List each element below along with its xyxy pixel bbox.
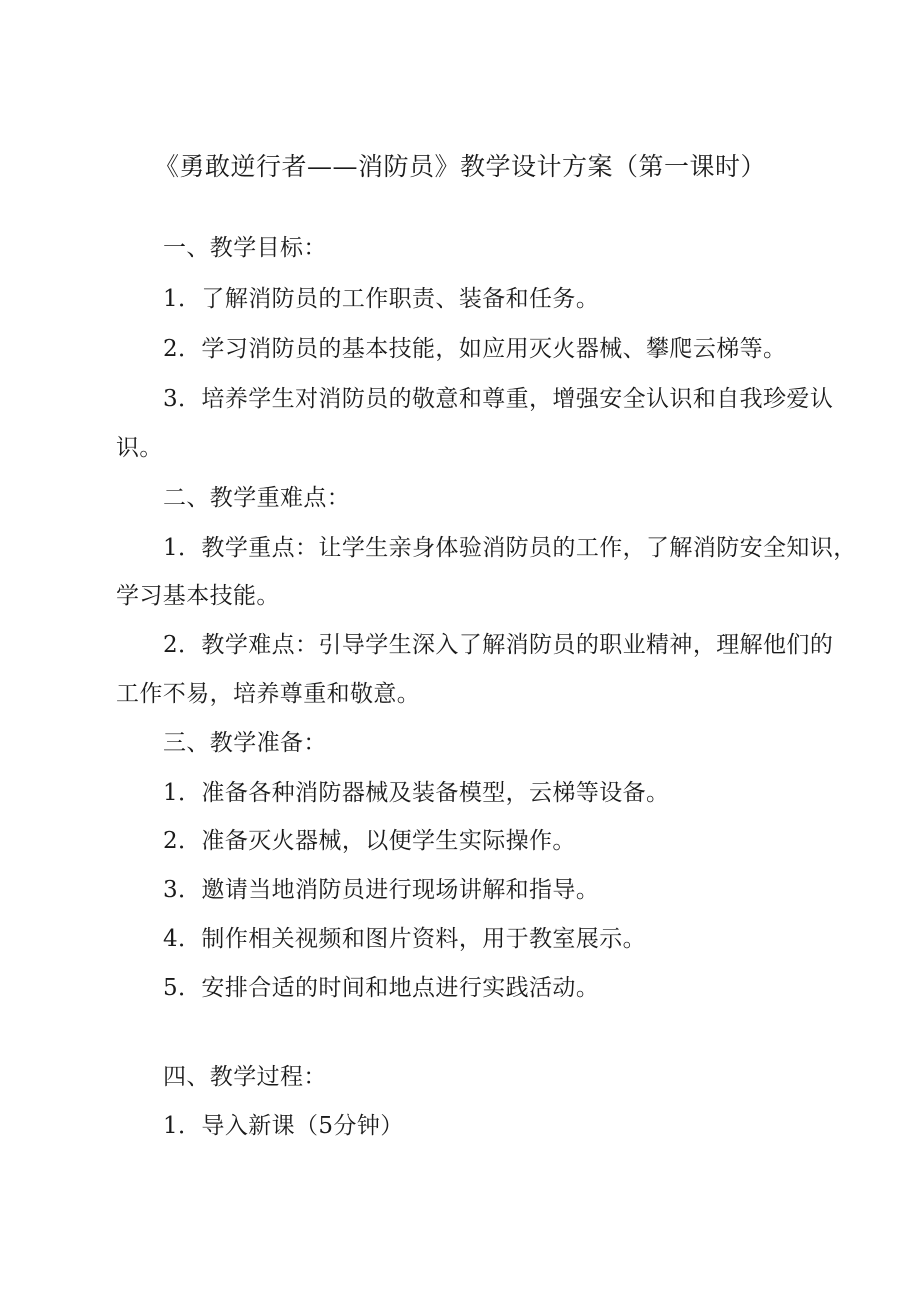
objective-item-1: 1．了解消防员的工作职责、装备和任务。 bbox=[163, 286, 600, 312]
key-point-item-2-line-2: 工作不易，培养尊重和敬意。 bbox=[116, 681, 421, 707]
objective-item-3-line-2: 识。 bbox=[116, 435, 163, 461]
section-heading-key-points: 二、教学重难点： bbox=[163, 485, 351, 511]
key-point-item-1-line-2: 学习基本技能。 bbox=[116, 583, 280, 609]
process-item-1: 1．导入新课（5分钟） bbox=[163, 1113, 404, 1139]
document-title: 《勇敢逆行者——消防员》教学设计方案（第一课时） bbox=[153, 152, 766, 181]
objective-item-3-line-1: 3．培养学生对消防员的敬意和尊重，增强安全认识和自我珍爱认 bbox=[163, 386, 834, 412]
preparation-item-3: 3．邀请当地消防员进行现场讲解和指导。 bbox=[163, 877, 600, 903]
key-point-item-1-line-1: 1．教学重点：让学生亲身体验消防员的工作，了解消防安全知识， bbox=[163, 535, 857, 561]
section-heading-objectives: 一、教学目标： bbox=[163, 235, 327, 261]
objective-item-2: 2．学习消防员的基本技能，如应用灭火器械、攀爬云梯等。 bbox=[163, 336, 787, 362]
key-point-item-2-line-1: 2．教学难点：引导学生深入了解消防员的职业精神，理解他们的 bbox=[163, 632, 834, 658]
preparation-item-4: 4．制作相关视频和图片资料，用于教室展示。 bbox=[163, 926, 647, 952]
preparation-item-5: 5．安排合适的时间和地点进行实践活动。 bbox=[163, 975, 600, 1001]
preparation-item-1: 1．准备各种消防器械及装备模型，云梯等设备。 bbox=[163, 780, 670, 806]
preparation-item-2: 2．准备灭火器械，以便学生实际操作。 bbox=[163, 828, 576, 854]
section-heading-process: 四、教学过程： bbox=[163, 1064, 327, 1090]
section-heading-preparation: 三、教学准备： bbox=[163, 730, 327, 756]
